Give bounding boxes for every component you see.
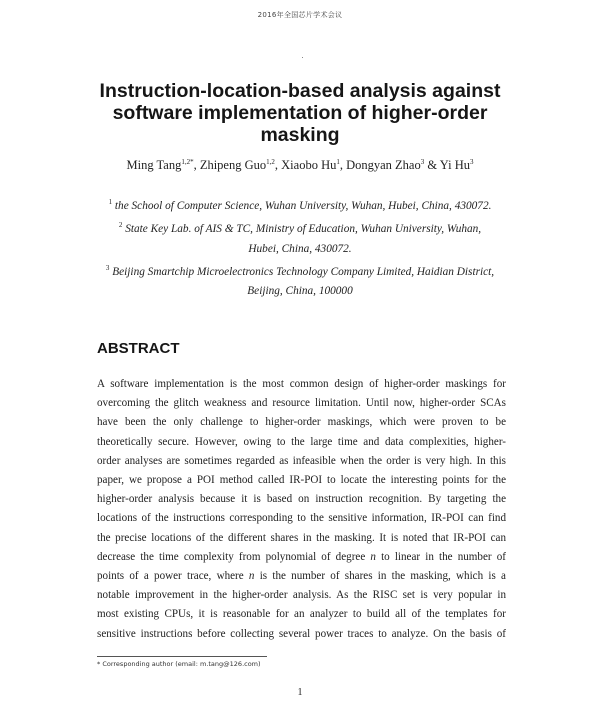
abstract-line-with-variable (97, 567, 506, 586)
affiliation-2 (70, 216, 530, 239)
abstract-heading: ABSTRACT (97, 340, 180, 357)
affiliation-mark: 1 (108, 198, 113, 206)
abstract-text: is the number of shares in the masking, which is a (259, 570, 506, 583)
abstract-line: order analyses are sometimes regarded as infeasible when the order is very high. In this (97, 454, 506, 467)
footnote (97, 660, 261, 668)
abstract-line: higher-order analysis because it is based on instruction recognition. By targeting the (97, 493, 506, 506)
page-number: 1 (297, 687, 303, 698)
abstract-line: locations of the instructions corresponding to the sensitive information, IR-POI can find (97, 512, 506, 525)
abstract-line: paper, we propose a POI method called IR-POI to locate the interesting points for the (97, 474, 506, 487)
math-variable-n: n (248, 570, 255, 583)
author-affiliation-mark: 1,2 (266, 158, 275, 166)
author-name: Zhipeng Guo (199, 158, 267, 173)
affiliation-3 (70, 259, 530, 282)
abstract-text: decrease the time complexity from polynomial of degree (97, 550, 366, 563)
author-ampersand: & (427, 158, 438, 173)
footnote-mark: * (97, 660, 101, 668)
affiliation-1 (70, 193, 530, 216)
author-name: Dongyan Zhao (346, 158, 421, 173)
abstract-body (97, 375, 506, 644)
title-line-2: software implementation of higher-order (112, 102, 488, 124)
author-list: Ming Tang$^{1,2*}$, Zhipeng Guo$^{1,2}$, Xiaobo Hu$^1$, Dongyan Zhao$^3$ & Yi Hu$^3$ (126, 158, 474, 173)
abstract-text: points of a power trace, where (97, 570, 244, 583)
abstract-line: notable improvement in the higher-order analysis. As the RISC set is very popular in (97, 589, 506, 602)
abstract-line: A software implementation is the most common design of higher-order maskings for (97, 378, 506, 390)
author-affiliation-mark: 1,2* (181, 158, 194, 166)
affiliation-mark: 2 (118, 221, 123, 230)
scan-speck (302, 57, 303, 58)
affiliations (70, 193, 530, 302)
title-line-1: Instruction-location-based analysis against (99, 80, 501, 102)
math-variable-n: n (370, 550, 376, 563)
affiliation-2-cont: Hubei, China, 430072. (248, 242, 352, 255)
title-line-3: masking (260, 124, 340, 146)
footnote-text: Corresponding author (email: m.tang@126.com) (102, 660, 261, 668)
abstract-line: most existing CPUs, it is reasonable for an analyzer to build all of the templates for (97, 608, 506, 621)
footnote-rule (97, 656, 267, 657)
abstract-line: sensitive instructions before collecting several power traces to analyze. On the basis of (97, 627, 506, 640)
abstract-text: to linear in the number of (381, 550, 506, 563)
abstract-line-with-variable (97, 548, 506, 567)
author-affiliation-mark: 3 (469, 158, 474, 166)
affiliation-text: State Key Lab. of AIS & TC, Ministry of Education, Wuhan University, Wuhan, (125, 223, 482, 236)
abstract-line: have been the only challenge to higher-order maskings, which were proven to be (97, 416, 506, 429)
affiliation-mark: 3 (105, 264, 110, 273)
author-name: Yi Hu (439, 158, 470, 173)
affiliation-text: Beijing Smartchip Microelectronics Technology Company Limited, Haidian District, (112, 265, 495, 278)
author-name: Xiaobo Hu (281, 158, 337, 173)
abstract-line: theoretically secure. However, owing to the large time and data complexities, higher- (97, 435, 506, 448)
running-header: 2016年全国芯片学术会议 (257, 11, 343, 19)
abstract-line: overcoming the glitch weakness and resource limitation. Until now, higher-order SCAs (97, 397, 506, 410)
author-affiliation-mark: 1 (336, 158, 340, 166)
affiliation-3-cont: Beijing, China, 100000 (247, 285, 353, 298)
author-affiliation-mark: 3 (420, 158, 425, 166)
author-name: Ming Tang (126, 158, 182, 173)
paper-title (60, 80, 540, 146)
affiliation-text: the School of Computer Science, Wuhan University, Wuhan, Hubei, China, 430072. (114, 199, 492, 212)
abstract-line: the precise locations of the different shares in the masking. It is noted that IR-POI can (97, 531, 506, 544)
